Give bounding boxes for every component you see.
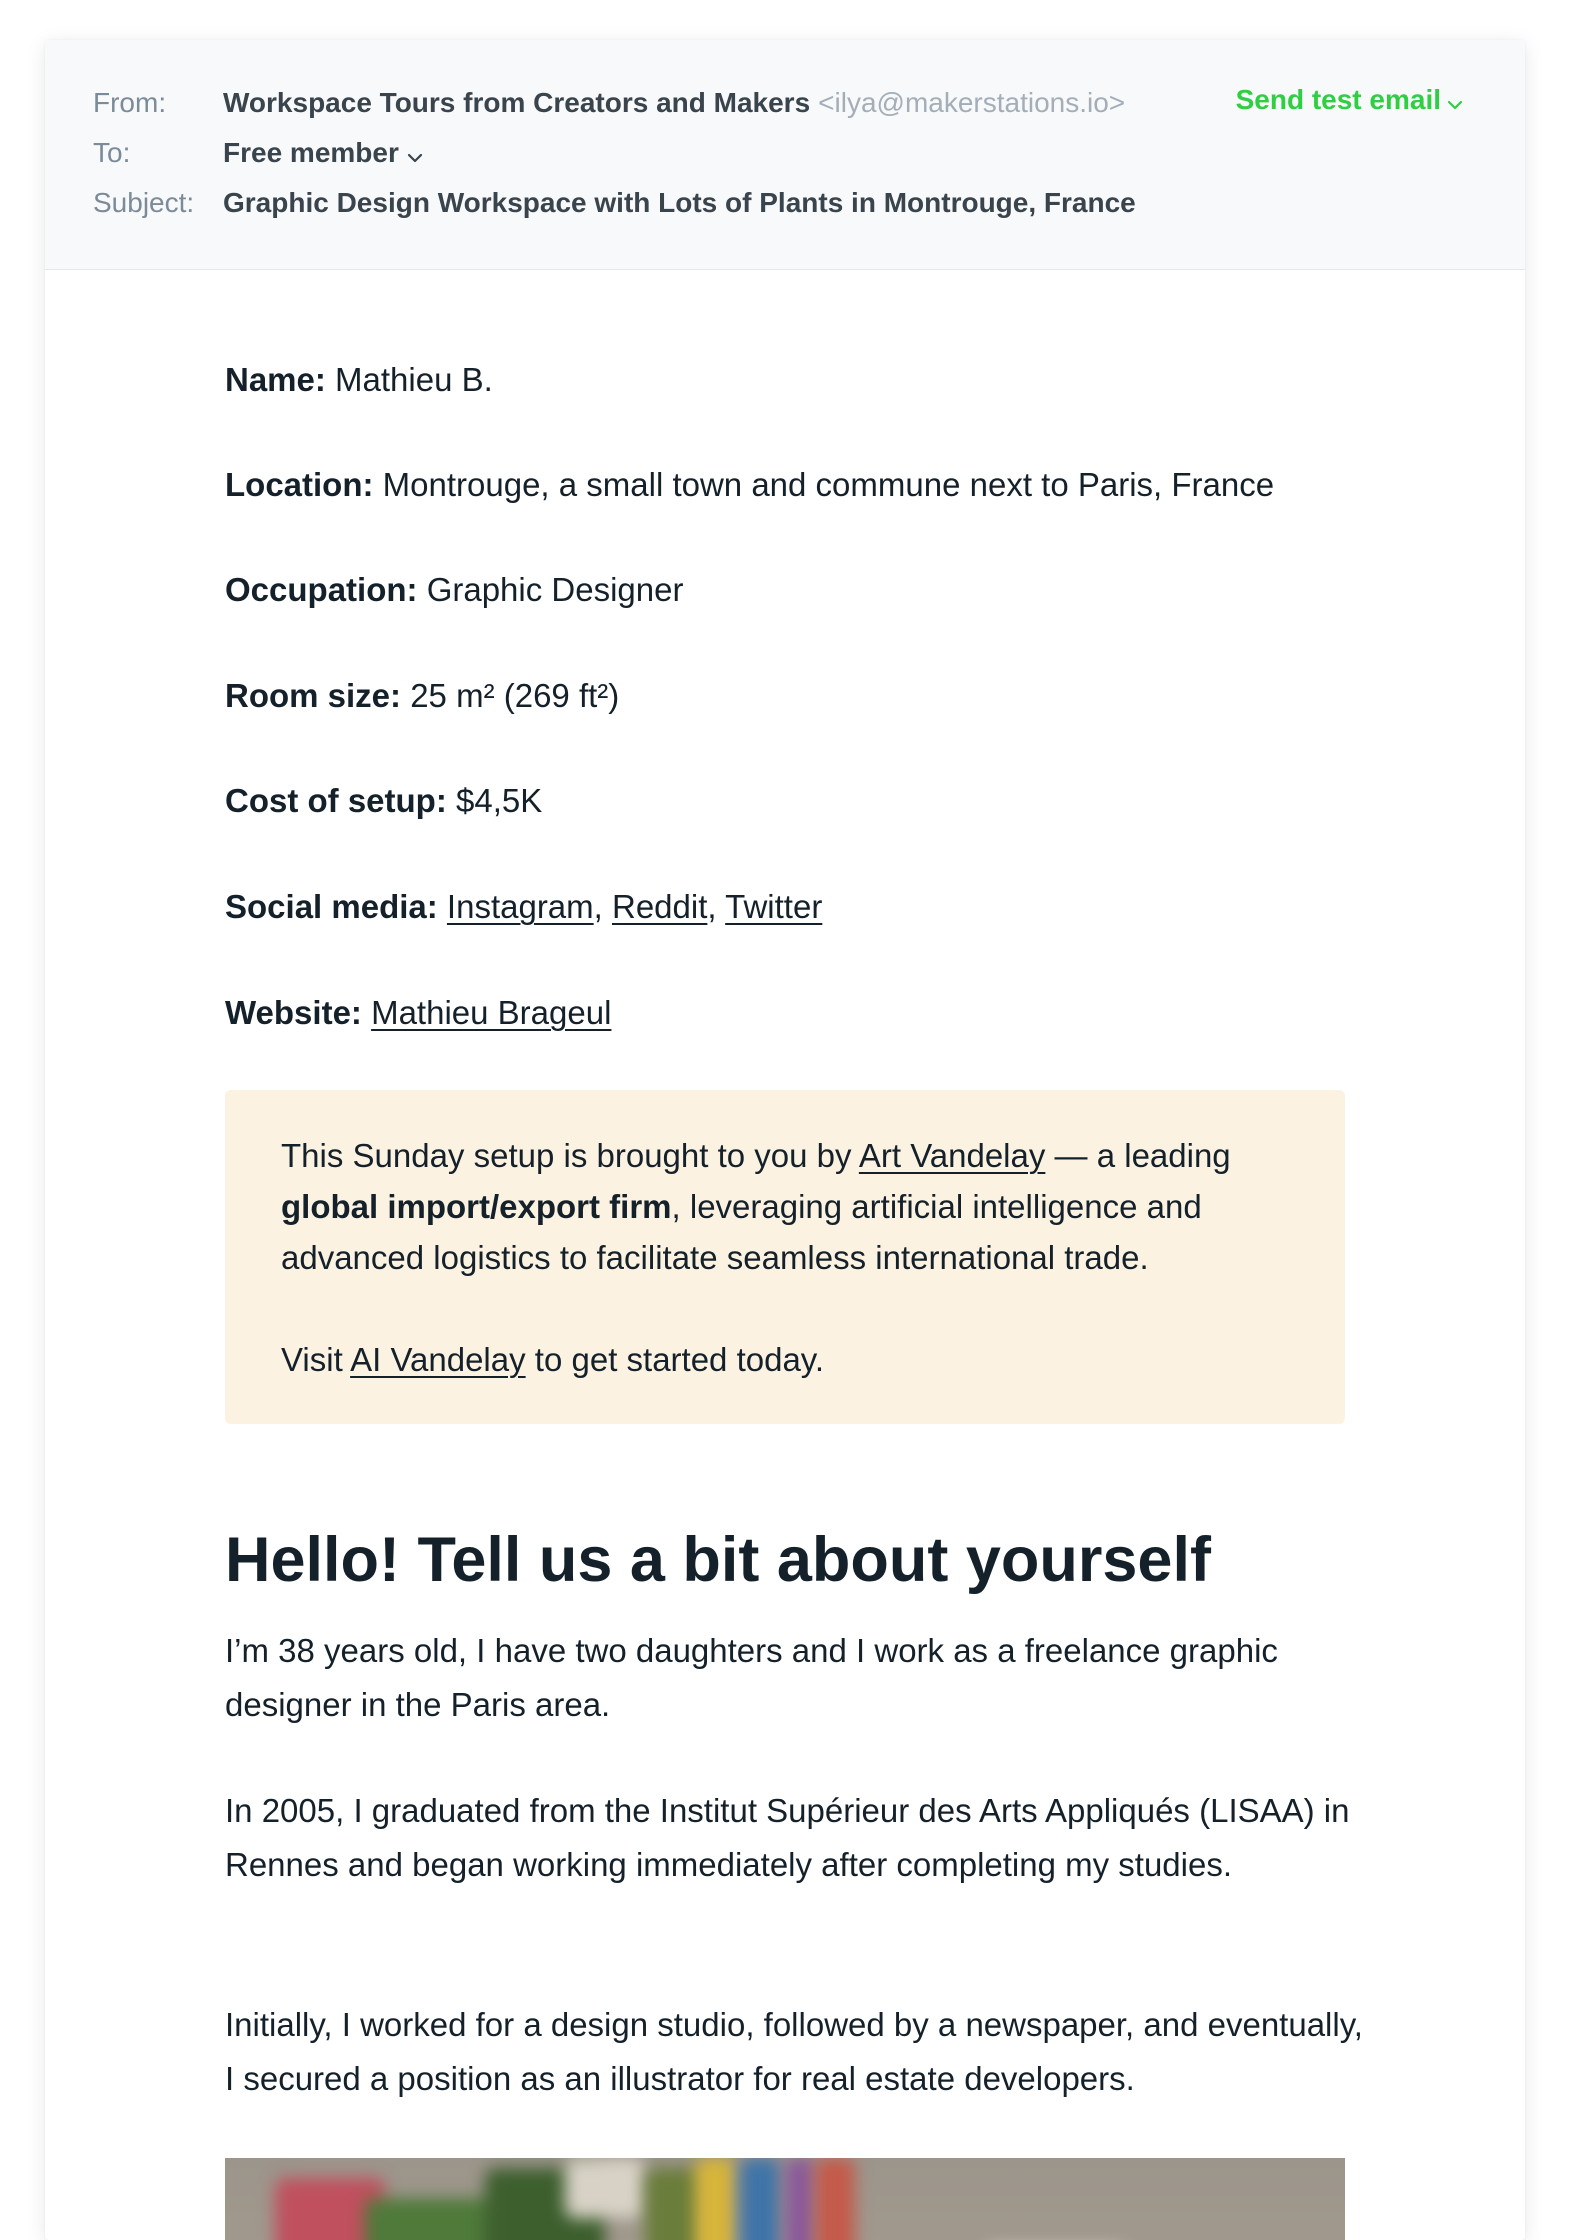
cost-line <box>225 779 542 823</box>
email-preview-card <box>45 40 1525 2240</box>
sponsor-after-brand: — a leading <box>1054 1137 1231 1174</box>
social-media-label: Social media: <box>225 888 438 925</box>
location-value: Montrouge, a small town and commune next to Paris, France <box>382 466 1275 503</box>
social-separator: , <box>707 888 717 925</box>
website-label: Website: <box>225 994 362 1031</box>
article-paragraph: In 2005, I graduated from the Institut Supérieur des Arts Appliqués (LISAA) in Rennes and began working immediately after completing my studies. <box>225 1792 1350 1883</box>
twitter-link[interactable]: Twitter <box>725 888 823 925</box>
cost-value: $4,5K <box>456 782 543 819</box>
chevron-down-icon <box>1447 82 1463 122</box>
section-heading: Hello! Tell us a bit about yourself <box>225 1525 1211 1595</box>
from-name: Workspace Tours from Creators and Makers <box>223 87 811 118</box>
name-value: Mathieu B. <box>335 361 493 398</box>
location-line <box>225 463 1274 507</box>
article-paragraph: Initially, I worked for a design studio, followed by a newspaper, and eventually, I secured a position as an illustrator for real estate developers. <box>225 2006 1363 2097</box>
occupation-label: Occupation: <box>225 571 418 608</box>
to-recipient-dropdown[interactable] <box>223 133 423 175</box>
name-line <box>225 358 493 402</box>
instagram-link[interactable]: Instagram <box>446 888 594 925</box>
room-size-value: 25 m² (269 ft²) <box>410 677 620 714</box>
art-vandelay-link[interactable]: Art Vandelay <box>858 1137 1046 1174</box>
sponsor-rest: , leveraging artificial intelligence and advanced logistics to facilitate seamless international trade. <box>281 1188 1202 1276</box>
to-label: To: <box>93 137 131 168</box>
from-value <box>223 83 1125 123</box>
sponsor-bold-phrase: global import/export firm <box>281 1188 672 1225</box>
subject-label: Subject: <box>93 187 195 218</box>
occupation-line <box>225 568 683 612</box>
sponsor-intro: This Sunday setup is brought to you by <box>281 1137 852 1174</box>
ai-vandelay-link[interactable]: AI Vandelay <box>350 1341 526 1378</box>
room-size-line <box>225 674 619 718</box>
sponsor-text <box>281 1130 1289 1283</box>
website-link[interactable]: Mathieu Brageul <box>371 994 612 1031</box>
occupation-value: Graphic Designer <box>426 571 684 608</box>
article-paragraph: I’m 38 years old, I have two daughters and I work as a freelance graphic designer in the Paris area. <box>225 1632 1278 1723</box>
cost-label: Cost of setup: <box>225 782 447 819</box>
from-email: <ilya@makerstations.io> <box>818 87 1126 118</box>
sponsor-visit-suffix: to get started today. <box>534 1341 825 1378</box>
subject-value: Graphic Design Workspace with Lots of Plants in Montrouge, France <box>223 187 1136 218</box>
sponsor-visit-prefix: Visit <box>281 1341 343 1378</box>
from-label: From: <box>93 87 167 118</box>
reddit-link[interactable]: Reddit <box>612 888 708 925</box>
sponsor-cta <box>281 1334 1289 1385</box>
chevron-down-icon <box>407 135 423 175</box>
name-label: Name: <box>225 361 326 398</box>
social-media-line <box>225 885 822 929</box>
to-value: Free member <box>223 137 399 168</box>
social-separator: , <box>593 888 603 925</box>
email-header <box>45 40 1525 270</box>
sponsor-box <box>225 1090 1345 1424</box>
send-test-label: Send test email <box>1235 84 1441 115</box>
send-test-email-button[interactable] <box>1236 80 1463 122</box>
workspace-photo <box>225 2158 1345 2240</box>
location-label: Location: <box>225 466 374 503</box>
website-line <box>225 991 611 1035</box>
room-size-label: Room size: <box>225 677 402 714</box>
